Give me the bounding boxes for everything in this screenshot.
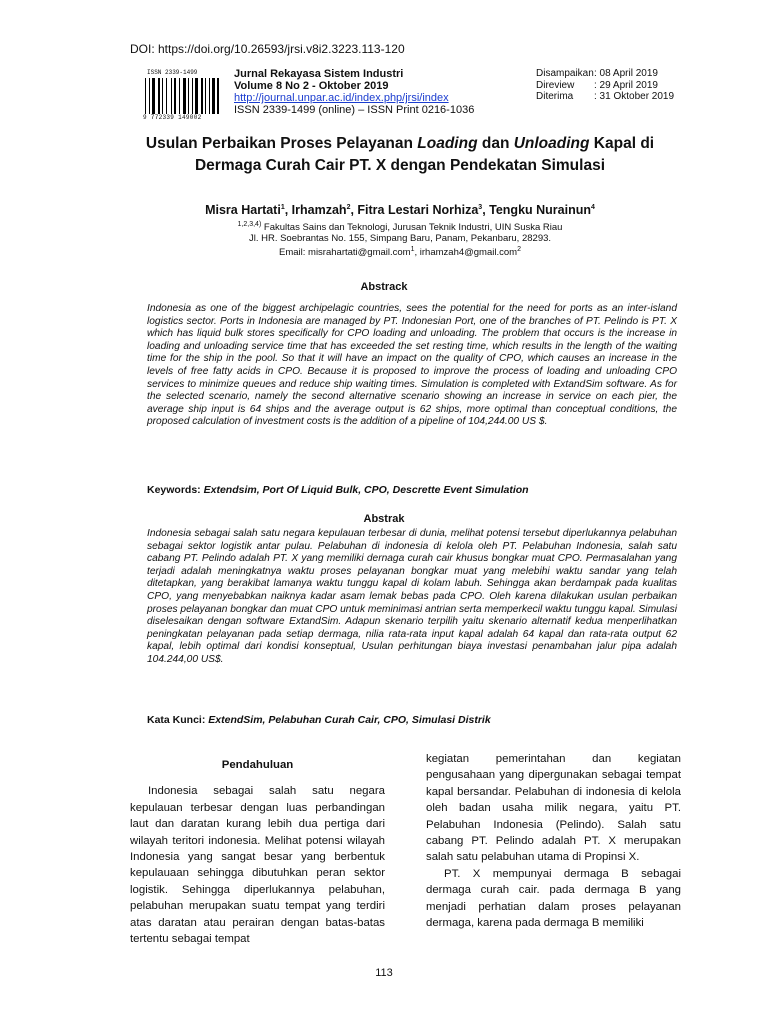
title-line-1 xyxy=(120,133,680,155)
title-text: Kapal di xyxy=(589,135,655,152)
body-paragraph: Indonesia sebagai salah satu negara kepulauan terbesar dengan luas perbandingan laut dan daratan kurang lebih dua pertiga dari wilayah teritori indonesia. Melihat potensi wilayah Indonesia yang sangat besar yang berbentuk kepulauaan sehingga dibutuhkan peran sektor logistik. Sehingga diperlukannya pelabuhan, pelabuhan merupakan suatu tempat yang terdiri atas daratan atau perairan dengan batas-batas tertentu sebagai tempat xyxy=(130,785,385,946)
abstract-id-text: Indonesia sebagai salah satu negara kepulauan terbesar di dunia, melihat potensi tersebut diperlukannya pelabuhan sebagai sektor logistik antar pulau. Pelabuhan di indonesia di kelola oleh PT. Pelabuhan Indonesia, salah satu cabang PT. Pelindo adalah PT. X yang memiliki dernaga curah cair khusus bongkar muat CPO. Permasalahan yang terjadi adalah meningkatnya waktu proses pelayanan bongkar muat yang melebihi waktu sandar yang telah ditetapkan, yang berakibat lamanya waktu tunggu kapal di kolam labuh. Sehingga akan berdampak pada kualitas CPO, yang menyebabkan naiknya kadar asam lemak bebas pada CPO. Oleh karena dilakukan usulan perbaikan proses pelayanan bongkar dan muat CPO untuk meminimasi antrian serta memperkecil waktu tunggu kapal. Simulasi diselesaikan dengan software ExtandSim. Adapun skenario terpilih yaitu skenario alternatif kedua menperlihatkan peningkatan pelayanan pada setiap dermaga, nilia rata-rata input kapal adalah 64 kapal dan rata-rata output 62 kapal, lebih optimal dari kondisi konseptual, Usulan perhitungan biaya investasi penambahan jalur pipa adalah 104.244,00 US$. xyxy=(147,528,678,665)
barcode-bar xyxy=(217,78,219,114)
abstract-en-heading: Abstrack xyxy=(360,281,408,293)
date-label: Diterima xyxy=(536,91,574,102)
keywords-list: ExtendSim, Pelabuhan Curah Cair, CPO, Simulasi Distrik xyxy=(205,714,491,726)
keywords-en xyxy=(147,484,529,496)
affiliation xyxy=(120,219,680,258)
barcode-bar xyxy=(205,78,206,114)
title-line-2: Dermaga Curah Cair PT. X dengan Pendekatan Simulasi xyxy=(194,157,606,174)
affiliation-email xyxy=(120,244,680,258)
doi-line: DOI: https://doi.org/10.26593/jrsi.v8i2.3223.113-120 xyxy=(130,42,405,56)
section-heading: Pendahuluan xyxy=(221,759,294,771)
page-number: 113 xyxy=(375,967,393,979)
title-text: dan xyxy=(477,135,514,152)
email-text: Email: misrahartati@gmail.com xyxy=(279,247,411,259)
date-label: Direview xyxy=(536,79,575,91)
barcode-issn-label: ISSN 2339-1499 xyxy=(147,69,198,76)
author-sup: 1 xyxy=(280,203,285,211)
paper-title xyxy=(120,133,680,177)
body-column-right xyxy=(426,751,681,931)
affiliation-text: Fakultas Sains dan Teknologi, Jurusan Teknik Industri, UIN Suska Riau xyxy=(261,222,563,234)
barcode-bar xyxy=(201,78,203,114)
affiliation-line-1 xyxy=(120,219,680,233)
keywords-list: Extendsim, Port Of Liquid Bulk, CPO, Descrette Event Simulation xyxy=(200,484,529,496)
affiliation-line-2: Jl. HR. Soebrantas No. 155, Simpang Baru, Panam, Pekanbaru, 28293. xyxy=(248,233,552,245)
barcode-bar xyxy=(174,78,176,114)
authors xyxy=(120,203,680,217)
journal-issn: ISSN 2339-1499 (online) – ISSN Print 0216-1036 xyxy=(234,104,475,116)
barcode-bar xyxy=(179,78,180,114)
submission-dates xyxy=(536,68,674,103)
journal-info xyxy=(234,68,474,116)
date-value: : 31 Oktober 2019 xyxy=(594,91,675,102)
author-name: Misra Hartati xyxy=(205,203,281,217)
affiliation-sup: 1,2,3,4) xyxy=(237,221,262,228)
barcode-bar xyxy=(149,78,150,114)
barcode-bar xyxy=(209,78,210,114)
email-text: , irhamzah4@gmail.com xyxy=(414,247,518,259)
barcode-bar xyxy=(162,78,163,114)
barcode-bar xyxy=(158,78,160,114)
author-name: , Tengku Nurainun xyxy=(482,203,591,217)
author-sup: 2 xyxy=(346,203,351,211)
date-label: Disampaikan xyxy=(536,68,594,79)
barcode-bars xyxy=(143,78,229,114)
journal-volume: Volume 8 No 2 - Oktober 2019 xyxy=(234,80,389,92)
keywords-label: Keywords: xyxy=(147,484,201,496)
issn-barcode xyxy=(143,70,229,122)
body-column-left xyxy=(130,757,385,947)
body-paragraph: PT. X mempunyai dermaga B sebagai dermaga curah cair. pada dermaga B yang menjadi perhatian dalam proses pelayanan dermaga, karena pada dermaga B memiliki xyxy=(426,867,681,930)
abstract-id-heading: Abstrak xyxy=(363,513,405,525)
title-italic-loading: Loading xyxy=(417,135,478,152)
barcode-bar xyxy=(166,78,167,114)
abstract-en-text: Indonesia as one of the biggest archipelagic countries, sees the potential for the need for ports as an inter-island logistics sector. Ports in Indonesia are managed by PT. Indonesian Port, one of the branches of PT. Pelindo is PT. X which has liquid bulk stores specifically for CPO loading and unloading. The problem that occurs is the increase in loading and unloading service time that has exceeded the set resting time, which results in the length of the waiting time for the ship in the pool. So that it will have an impact on the quality of CPO, which causes an increase in the levels of free fatty acids in CPO. Because it is proposed to improve the process of loading and unloading CPO services to minimize queues and reduce ship waiting times. Simulation is completed with ExtandSim software. As for the selected scenario, namely the second alternative scenario showing an increase in service on each pier, the average ship input is 64 ships and the average output is 62 ships, more optimal than conceptual conditions, the proposed calculation of investment costs is the addition of a pipeline of 104,244.00 US $. xyxy=(147,303,677,428)
keywords-id xyxy=(147,714,491,726)
journal-url-link[interactable]: http://journal.unpar.ac.id/index.php/jrsi/index xyxy=(234,92,449,104)
date-row xyxy=(536,68,674,80)
author-name: , Irhamzah xyxy=(284,203,347,217)
barcode-bar xyxy=(212,78,215,114)
email-sup: 1 xyxy=(410,246,415,254)
date-row xyxy=(536,91,674,103)
journal-name: Jurnal Rekayasa Sistem Industri xyxy=(234,68,404,80)
barcode-bar xyxy=(183,78,186,114)
barcode-bar xyxy=(145,78,146,114)
date-value: : 29 April 2019 xyxy=(594,79,658,91)
keywords-label: Kata Kunci: xyxy=(147,714,206,726)
barcode-bar xyxy=(171,78,172,114)
barcode-bar xyxy=(152,78,155,114)
date-row xyxy=(536,80,674,92)
barcode-number: 9 772339 149002 xyxy=(143,114,202,121)
title-text: Usulan Perbaikan Proses Pelayanan xyxy=(145,135,418,152)
body-paragraph: kegiatan pemerintahan dan kegiatan pengusahaan yang dipergunakan sebagai tempat kapal bersandar. Pelabuhan di indonesia di kelola oleh badan usaha milik negara, yaitu PT. Pelabuhan Indonesia (Pelindo). Salah satu cabang PT. Pelindo adalah PT. X merupakan salah satu pelabuhan utama di Propinsi X. xyxy=(426,753,681,864)
barcode-bar xyxy=(188,78,189,114)
author-sup: 3 xyxy=(478,203,483,211)
barcode-bar xyxy=(192,78,193,114)
date-value: : 08 April 2019 xyxy=(594,68,658,79)
author-name: , Fitra Lestari Norhiza xyxy=(350,203,479,217)
barcode-bar xyxy=(195,78,198,114)
author-sup: 4 xyxy=(590,203,595,211)
email-sup: 2 xyxy=(517,246,521,254)
title-italic-unloading: Unloading xyxy=(513,135,590,152)
